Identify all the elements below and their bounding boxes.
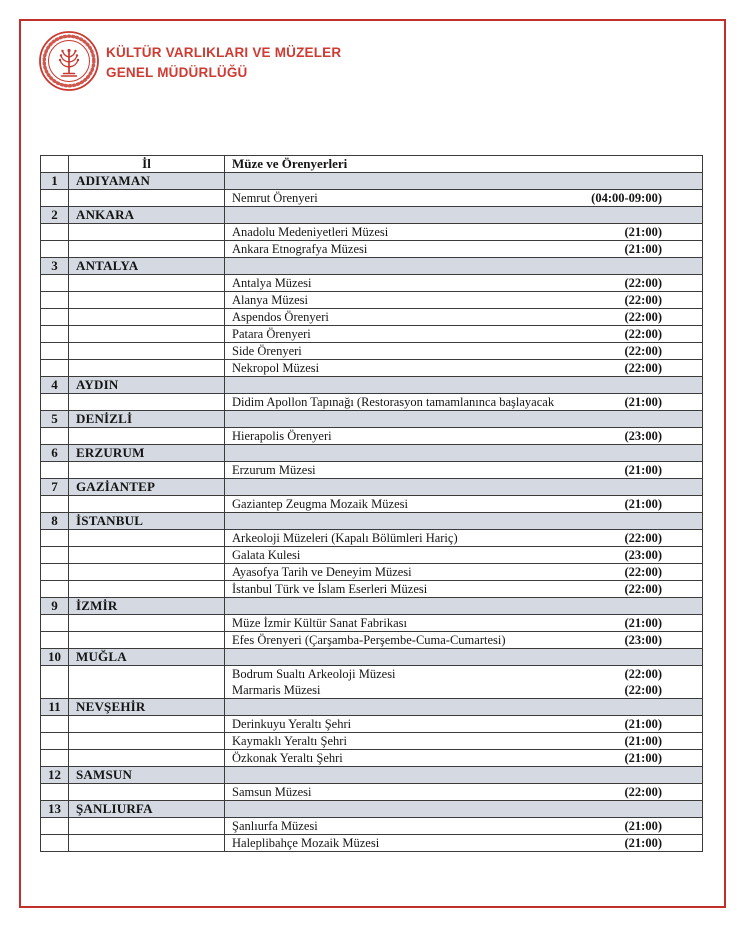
empty-number-cell — [41, 343, 69, 360]
province-row — [41, 649, 703, 666]
empty-number-cell — [41, 326, 69, 343]
venue-line — [225, 462, 702, 478]
province-number: 13 — [41, 801, 69, 818]
province-number: 6 — [41, 445, 69, 462]
venue-hours: (22:00) — [624, 361, 662, 375]
venue-row — [41, 343, 703, 360]
province-number: 11 — [41, 699, 69, 716]
venue-name: Ankara Etnografya Müzesi — [232, 242, 368, 256]
empty-il-cell — [69, 292, 225, 309]
venue-name: Samsun Müzesi — [232, 785, 312, 799]
empty-il-cell — [69, 428, 225, 445]
venue-cell — [225, 428, 703, 445]
venue-name: İstanbul Türk ve İslam Eserleri Müzesi — [232, 582, 428, 596]
venue-line — [225, 581, 702, 597]
venue-line — [225, 275, 702, 291]
empty-il-cell — [69, 733, 225, 750]
province-row — [41, 699, 703, 716]
empty-number-cell — [41, 360, 69, 377]
empty-il-cell — [69, 343, 225, 360]
venue-name: Efes Örenyeri (Çarşamba-Perşembe-Cuma-Cumartesi) — [232, 633, 506, 647]
venue-row — [41, 462, 703, 479]
empty-il-cell — [69, 360, 225, 377]
empty-number-cell — [41, 615, 69, 632]
venue-cell — [225, 224, 703, 241]
empty-number-cell — [41, 190, 69, 207]
empty-number-cell — [41, 428, 69, 445]
venue-hours: (22:00) — [624, 785, 662, 799]
venue-hours: (21:00) — [624, 717, 662, 731]
empty-il-cell — [69, 462, 225, 479]
venue-cell — [225, 326, 703, 343]
venue-row — [41, 275, 703, 292]
venue-hours: (22:00) — [624, 531, 662, 545]
empty-il-cell — [69, 275, 225, 292]
venue-hours: (04:00-09:00) — [591, 191, 662, 205]
venue-hours: (22:00) — [624, 276, 662, 290]
empty-il-cell — [69, 190, 225, 207]
province-name: SAMSUN — [69, 767, 225, 784]
province-name: ANKARA — [69, 207, 225, 224]
empty-number-cell — [41, 632, 69, 649]
venue-row — [41, 428, 703, 445]
province-number: 9 — [41, 598, 69, 615]
empty-number-cell — [41, 733, 69, 750]
province-name: İSTANBUL — [69, 513, 225, 530]
header-cell-il: İl — [69, 156, 225, 173]
province-name: ŞANLIURFA — [69, 801, 225, 818]
venue-line — [225, 530, 702, 546]
empty-number-cell — [41, 835, 69, 852]
venue-cell — [225, 241, 703, 258]
empty-number-cell — [41, 394, 69, 411]
empty-cell — [225, 513, 703, 530]
empty-il-cell — [69, 716, 225, 733]
empty-cell — [225, 411, 703, 428]
venue-row — [41, 632, 703, 649]
venue-row — [41, 733, 703, 750]
venue-row — [41, 835, 703, 852]
empty-cell — [225, 377, 703, 394]
venue-name: Haleplibahçe Mozaik Müzesi — [232, 836, 380, 850]
venue-hours: (21:00) — [624, 751, 662, 765]
venue-cell — [225, 530, 703, 547]
venue-row — [41, 750, 703, 767]
venue-line — [225, 224, 702, 240]
empty-number-cell — [41, 309, 69, 326]
venue-line — [225, 750, 702, 766]
venue-row — [41, 394, 703, 411]
venue-name: Müze İzmir Kültür Sanat Fabrikası — [232, 616, 407, 630]
venue-line — [225, 394, 702, 410]
venue-hours: (21:00) — [624, 819, 662, 833]
venue-line — [225, 292, 702, 308]
venue-line — [225, 682, 702, 698]
venue-name: Gaziantep Zeugma Mozaik Müzesi — [232, 497, 408, 511]
province-name: DENİZLİ — [69, 411, 225, 428]
venue-name: Nemrut Örenyeri — [232, 191, 318, 205]
venue-name: Şanlıurfa Müzesi — [232, 819, 318, 833]
venue-cell — [225, 666, 703, 699]
venue-line — [225, 190, 702, 206]
venue-row — [41, 309, 703, 326]
venue-hours: (22:00) — [624, 683, 662, 697]
empty-cell — [225, 173, 703, 190]
empty-number-cell — [41, 530, 69, 547]
empty-number-cell — [41, 547, 69, 564]
venue-cell — [225, 309, 703, 326]
venue-line — [225, 360, 702, 376]
empty-il-cell — [69, 224, 225, 241]
venue-row — [41, 360, 703, 377]
venue-name: Arkeoloji Müzeleri (Kapalı Bölümleri Hariç) — [232, 531, 458, 545]
province-number: 8 — [41, 513, 69, 530]
venue-hours: (21:00) — [624, 242, 662, 256]
province-number: 1 — [41, 173, 69, 190]
venue-name: Nekropol Müzesi — [232, 361, 320, 375]
venue-row — [41, 241, 703, 258]
empty-il-cell — [69, 835, 225, 852]
venue-name: Özkonak Yeraltı Şehri — [232, 751, 343, 765]
venue-line — [225, 428, 702, 444]
venue-cell — [225, 190, 703, 207]
province-name: MUĞLA — [69, 649, 225, 666]
venue-line — [225, 818, 702, 834]
venue-cell — [225, 632, 703, 649]
venue-line — [225, 343, 702, 359]
venue-cell — [225, 835, 703, 852]
museum-table-body — [41, 173, 703, 852]
header-cell-muze: Müze ve Örenyerleri — [225, 156, 703, 173]
province-number: 10 — [41, 649, 69, 666]
province-number: 3 — [41, 258, 69, 275]
venue-cell — [225, 394, 703, 411]
venue-row — [41, 716, 703, 733]
empty-cell — [225, 258, 703, 275]
empty-number-cell — [41, 496, 69, 513]
empty-il-cell — [69, 750, 225, 767]
province-name: ANTALYA — [69, 258, 225, 275]
empty-cell — [225, 649, 703, 666]
province-row — [41, 377, 703, 394]
venue-hours: (21:00) — [624, 395, 662, 409]
table-header-row — [41, 156, 703, 173]
empty-il-cell — [69, 564, 225, 581]
venue-row — [41, 666, 703, 699]
empty-il-cell — [69, 309, 225, 326]
province-number: 12 — [41, 767, 69, 784]
venue-hours: (21:00) — [624, 497, 662, 511]
venue-hours: (22:00) — [624, 310, 662, 324]
venue-name: Aspendos Örenyeri — [232, 310, 329, 324]
venue-row — [41, 615, 703, 632]
empty-il-cell — [69, 632, 225, 649]
venue-row — [41, 784, 703, 801]
venue-hours: (21:00) — [624, 616, 662, 630]
org-title-line2: GENEL MÜDÜRLÜĞÜ — [106, 65, 248, 80]
province-number: 2 — [41, 207, 69, 224]
venue-name: Derinkuyu Yeraltı Şehri — [232, 717, 352, 731]
province-number: 4 — [41, 377, 69, 394]
empty-number-cell — [41, 716, 69, 733]
venue-row — [41, 564, 703, 581]
empty-number-cell — [41, 462, 69, 479]
empty-il-cell — [69, 496, 225, 513]
venue-hours: (22:00) — [624, 293, 662, 307]
venue-hours: (23:00) — [624, 548, 662, 562]
province-name: NEVŞEHİR — [69, 699, 225, 716]
venue-row — [41, 581, 703, 598]
venue-cell — [225, 292, 703, 309]
province-number: 7 — [41, 479, 69, 496]
venue-name: Marmaris Müzesi — [232, 683, 321, 697]
venue-name: Alanya Müzesi — [232, 293, 309, 307]
empty-cell — [225, 207, 703, 224]
province-name: İZMİR — [69, 598, 225, 615]
venue-hours: (23:00) — [624, 633, 662, 647]
venue-cell — [225, 275, 703, 292]
venue-line — [225, 666, 702, 682]
empty-number-cell — [41, 564, 69, 581]
empty-il-cell — [69, 818, 225, 835]
venue-hours: (22:00) — [624, 582, 662, 596]
province-row — [41, 207, 703, 224]
venue-name: Bodrum Sualtı Arkeoloji Müzesi — [232, 667, 396, 681]
venue-hours: (22:00) — [624, 565, 662, 579]
venue-cell — [225, 733, 703, 750]
venue-name: Anadolu Medeniyetleri Müzesi — [232, 225, 389, 239]
venue-row — [41, 224, 703, 241]
empty-number-cell — [41, 666, 69, 699]
province-row — [41, 801, 703, 818]
venue-cell — [225, 343, 703, 360]
province-row — [41, 479, 703, 496]
empty-cell — [225, 479, 703, 496]
empty-number-cell — [41, 224, 69, 241]
venue-cell — [225, 581, 703, 598]
empty-il-cell — [69, 547, 225, 564]
venue-line — [225, 496, 702, 512]
province-number: 5 — [41, 411, 69, 428]
venue-line — [225, 241, 702, 257]
empty-cell — [225, 445, 703, 462]
province-row — [41, 258, 703, 275]
venue-cell — [225, 564, 703, 581]
venue-line — [225, 784, 702, 800]
venue-line — [225, 733, 702, 749]
org-title-line1: KÜLTÜR VARLIKLARI VE MÜZELER — [106, 45, 342, 60]
empty-il-cell — [69, 326, 225, 343]
venue-hours: (23:00) — [624, 429, 662, 443]
venue-row — [41, 496, 703, 513]
province-row — [41, 513, 703, 530]
venue-line — [225, 632, 702, 648]
venue-cell — [225, 784, 703, 801]
venue-name: Galata Kulesi — [232, 548, 301, 562]
empty-number-cell — [41, 818, 69, 835]
empty-cell — [225, 598, 703, 615]
venue-name: Kaymaklı Yeraltı Şehri — [232, 734, 347, 748]
empty-cell — [225, 699, 703, 716]
empty-il-cell — [69, 530, 225, 547]
empty-il-cell — [69, 666, 225, 699]
venue-row — [41, 530, 703, 547]
venue-line — [225, 564, 702, 580]
empty-il-cell — [69, 784, 225, 801]
venue-hours: (21:00) — [624, 734, 662, 748]
empty-number-cell — [41, 275, 69, 292]
venue-row — [41, 547, 703, 564]
venue-cell — [225, 496, 703, 513]
province-name: ADIYAMAN — [69, 173, 225, 190]
venue-row — [41, 326, 703, 343]
venue-row — [41, 292, 703, 309]
museum-schedule-table — [40, 155, 703, 852]
venue-cell — [225, 547, 703, 564]
empty-il-cell — [69, 241, 225, 258]
venue-row — [41, 818, 703, 835]
province-row — [41, 445, 703, 462]
venue-hours: (22:00) — [624, 667, 662, 681]
empty-number-cell — [41, 750, 69, 767]
empty-il-cell — [69, 615, 225, 632]
venue-cell — [225, 716, 703, 733]
province-row — [41, 411, 703, 428]
province-row — [41, 767, 703, 784]
header-cell-empty — [41, 156, 69, 173]
venue-name: Ayasofya Tarih ve Deneyim Müzesi — [232, 565, 412, 579]
venue-row — [41, 190, 703, 207]
empty-number-cell — [41, 241, 69, 258]
empty-number-cell — [41, 581, 69, 598]
venue-name: Didim Apollon Tapınağı (Restorasyon tamamlanınca başlayacak — [232, 395, 555, 409]
province-name: ERZURUM — [69, 445, 225, 462]
venue-hours: (21:00) — [624, 836, 662, 850]
venue-name: Antalya Müzesi — [232, 276, 312, 290]
venue-hours: (22:00) — [624, 344, 662, 358]
empty-number-cell — [41, 784, 69, 801]
venue-hours: (21:00) — [624, 463, 662, 477]
empty-cell — [225, 801, 703, 818]
org-title — [106, 43, 341, 83]
venue-line — [225, 309, 702, 325]
venue-cell — [225, 615, 703, 632]
empty-il-cell — [69, 581, 225, 598]
venue-line — [225, 547, 702, 563]
venue-cell — [225, 750, 703, 767]
empty-il-cell — [69, 394, 225, 411]
ministry-emblem-icon — [37, 29, 101, 93]
province-row — [41, 598, 703, 615]
province-row — [41, 173, 703, 190]
empty-number-cell — [41, 292, 69, 309]
venue-line — [225, 326, 702, 342]
province-name: AYDIN — [69, 377, 225, 394]
venue-hours: (22:00) — [624, 327, 662, 341]
venue-line — [225, 615, 702, 631]
venue-cell — [225, 360, 703, 377]
venue-line — [225, 716, 702, 732]
venue-name: Patara Örenyeri — [232, 327, 311, 341]
venue-name: Erzurum Müzesi — [232, 463, 316, 477]
venue-name: Side Örenyeri — [232, 344, 302, 358]
venue-hours: (21:00) — [624, 225, 662, 239]
venue-name: Hierapolis Örenyeri — [232, 429, 332, 443]
venue-line — [225, 835, 702, 851]
empty-cell — [225, 767, 703, 784]
venue-cell — [225, 818, 703, 835]
venue-cell — [225, 462, 703, 479]
province-name: GAZİANTEP — [69, 479, 225, 496]
